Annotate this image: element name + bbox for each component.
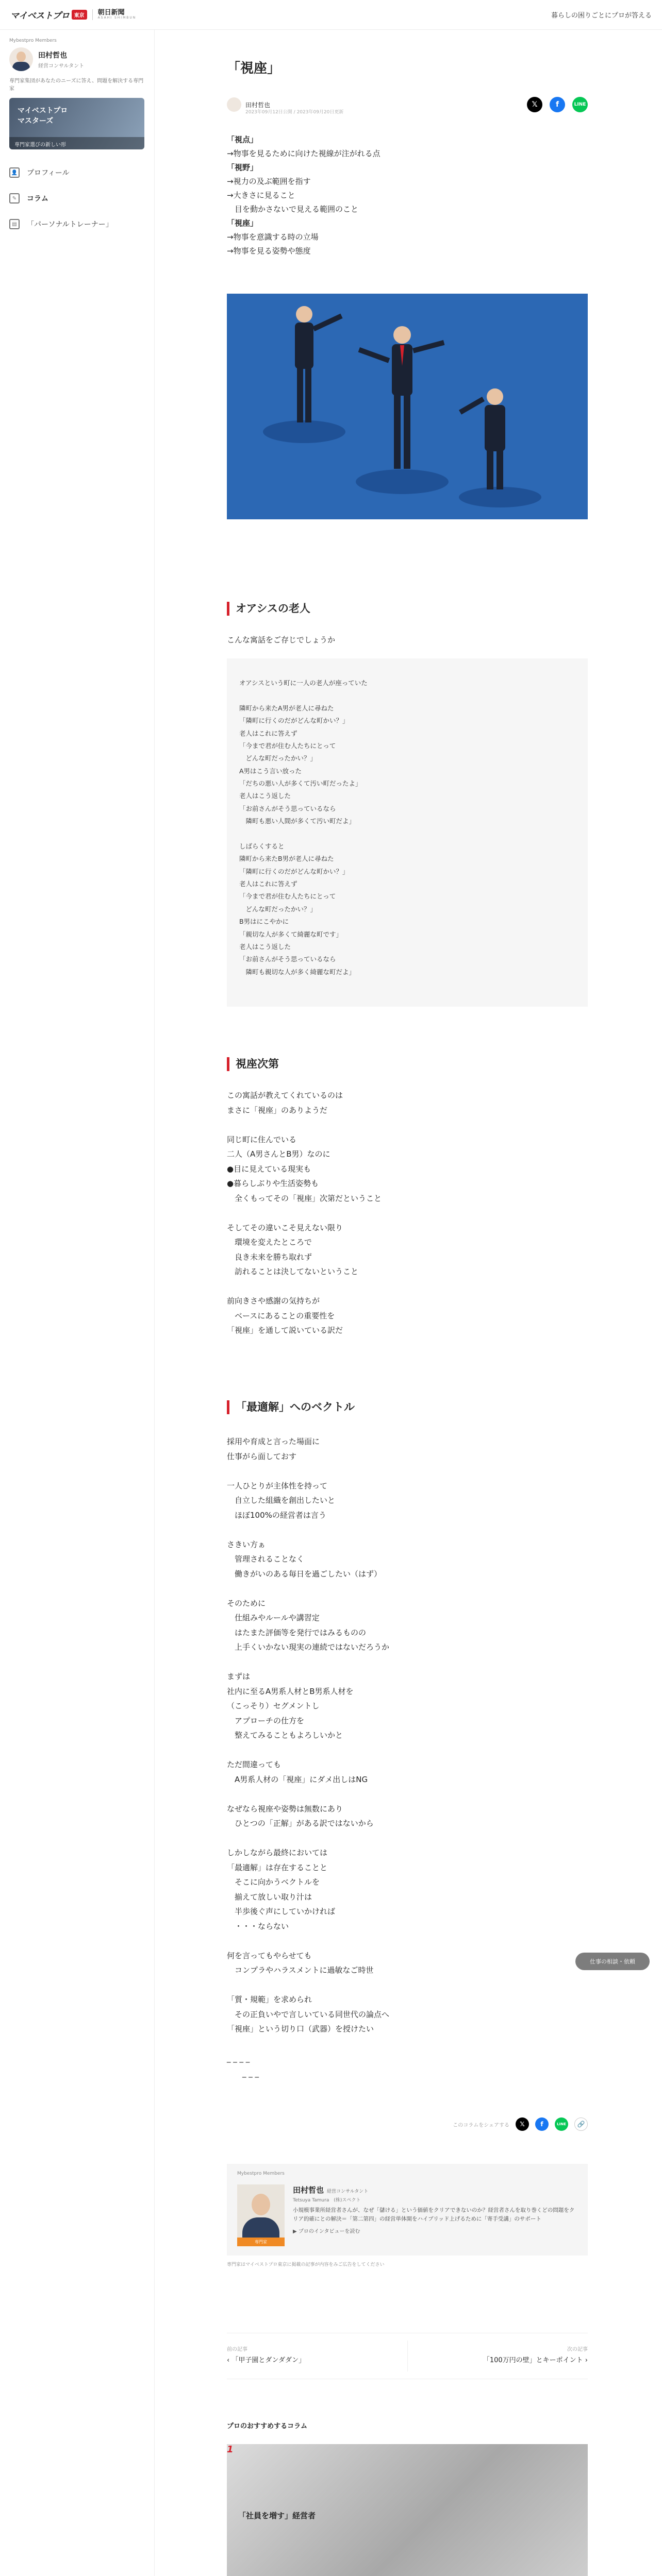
column-icon: ✎ bbox=[9, 193, 20, 204]
section-heading-oasis: オアシスの老人 bbox=[227, 602, 588, 616]
section-heading-vector: 「最適解」へのベクトル bbox=[227, 1400, 588, 1414]
line-share-icon[interactable]: LINE bbox=[572, 97, 588, 112]
logo-text: マイベストプロ bbox=[10, 11, 70, 21]
sidebar bbox=[0, 30, 155, 2576]
sidebar-item-profile[interactable] bbox=[9, 160, 145, 185]
next-sub: 次の記事 bbox=[567, 2347, 588, 2352]
logo-badge: 東京 bbox=[72, 10, 87, 20]
sidebar-kicker: Mybestpro Members bbox=[9, 38, 57, 43]
intro-line: →物事を見るために向けた視線が注がれる点 bbox=[227, 149, 380, 158]
section-heading-shiza: 視座次第 bbox=[227, 1057, 588, 1071]
next-article-link[interactable] bbox=[483, 2345, 588, 2364]
trainer-icon: ▤ bbox=[9, 219, 20, 229]
intro-line: 「視座」 bbox=[227, 218, 258, 228]
sidebar-name: 田村哲也 bbox=[38, 51, 67, 60]
intro-line: 「視点」 bbox=[227, 135, 258, 144]
author-photo-tag: 専門家 bbox=[237, 2238, 285, 2246]
site-logo[interactable] bbox=[10, 8, 87, 21]
chevron-right-icon: › bbox=[583, 2357, 588, 2364]
intro-text bbox=[227, 133, 588, 258]
site-header bbox=[0, 0, 662, 30]
sidebar-desc: 専門家集団があなたのニーズに答え、問題を解決する専門家 bbox=[9, 78, 144, 92]
author-name[interactable]: 田村哲也 bbox=[245, 101, 271, 109]
recommend-card[interactable] bbox=[227, 2444, 588, 2576]
consult-float-button[interactable]: 仕事の相談・依頼 bbox=[575, 1953, 650, 1970]
sidebar-nav bbox=[9, 160, 145, 237]
sidebar-item-trainer[interactable] bbox=[9, 211, 145, 237]
x-share-icon[interactable]: 𝕏 bbox=[527, 97, 542, 112]
sidebar-item-label: 「パーソナルトレーナー」 bbox=[27, 221, 113, 229]
masters-banner-title: マイベストプロ マスターズ bbox=[18, 107, 68, 125]
author-card-kicker: Mybestpro Members bbox=[237, 2171, 285, 2176]
intro-line: →大きさに見ること bbox=[227, 191, 295, 200]
hero-image bbox=[227, 294, 588, 519]
author-card-name-text: 田村哲也 bbox=[293, 2185, 324, 2195]
author-card-company: (株)スペクト bbox=[334, 2198, 361, 2203]
prev-title: 「甲子園とダンダダン」 bbox=[231, 2357, 306, 2364]
chevron-left-icon: ‹ bbox=[227, 2357, 232, 2364]
interview-link[interactable]: ▶ プロのインタビューを読む bbox=[293, 2228, 360, 2234]
bottom-share bbox=[227, 2117, 588, 2131]
intro-line: 目を動かさないで見える範囲のこと bbox=[227, 205, 359, 214]
author-card-text: 小規模事業所経営者さんが、なぜ「儲ける」という価値をクリアできないのか？経営者さんを取り巻くどの問題をクリア的確にとの解決＝「第二第四」の経営単体開をハイブリッド上げるために「寄手受講」のサポート bbox=[293, 2207, 575, 2222]
article-pager bbox=[227, 2333, 588, 2379]
hero-illustration bbox=[227, 294, 588, 519]
author-card-title: 経営コンサルタント bbox=[327, 2189, 369, 2194]
sidebar-item-label: プロフィール bbox=[27, 169, 70, 177]
masters-banner-bar: 専門家選びの新しい形 bbox=[9, 137, 144, 149]
parable-quote: オアシスという町に一人の老人が座っていた 隣町から来たA男が老人に尋ねた 「隣町に行くのだがどんな町かい？」 老人はこれに答えず 「今まで君が住む人たちにとって どんな町だったかい？」 A男はこう言い放った 「だちの悪い人が多くて汚い町だったよ」 老人はこう返した 「お前さんがそう思っているなら 隣町も悪い人間が多くて汚い町だよ」 しばらくすると 隣町から来たB男が老人に尋ねた 「隣町に行くのだがどんな町かい？」 老人はこれに答えず 「今まで君が住む人たちにとって どんな町だったかい？」 B男はにこやかに 「親切な人が多くて綺麗な町です」 老人はこう返した 「お前さんがそう思っているなら 隣町も親切な人が多く綺麗な町だよ」 bbox=[227, 658, 588, 1007]
sidebar-item-label: コラム bbox=[27, 195, 48, 203]
share-buttons bbox=[527, 97, 588, 112]
recommend-heading: プロのおすすめするコラム bbox=[227, 2422, 308, 2430]
author-note: 専門家はマイベストプロ東京に掲載の記事が内容をみご広告をしてください bbox=[227, 2262, 385, 2267]
partner-line1: 朝日新聞 bbox=[97, 9, 125, 17]
author-card-name[interactable] bbox=[293, 2184, 576, 2195]
header-cta-link[interactable]: 暮らしの困りごとにプロが答える bbox=[551, 12, 652, 20]
author-avatar[interactable] bbox=[227, 97, 241, 112]
author-card-en-name: Tetsuya Tamura bbox=[293, 2198, 329, 2203]
x-share-icon[interactable]: 𝕏 bbox=[516, 2117, 529, 2131]
publish-date: 2023年09月12日公開 / 2023年09月20日更新 bbox=[245, 110, 344, 115]
partner-line2: ASAHI SHIMBUN bbox=[97, 16, 137, 20]
avatar bbox=[9, 47, 33, 71]
prev-sub: 前の記事 bbox=[227, 2347, 247, 2352]
partner-logo bbox=[92, 9, 137, 20]
sidebar-item-column[interactable] bbox=[9, 185, 145, 211]
profile-icon: 👤 bbox=[9, 167, 20, 178]
next-title: 「100万円の壁」とキーポイント bbox=[483, 2357, 583, 2364]
share-label: このコラムをシェアする bbox=[453, 2122, 509, 2128]
intro-line: 「視野」 bbox=[227, 163, 258, 172]
prev-article-link[interactable] bbox=[227, 2345, 305, 2364]
intro-line: →物事を意識する時の立場 bbox=[227, 232, 319, 242]
facebook-share-icon[interactable]: f bbox=[550, 97, 565, 112]
link-copy-icon[interactable]: 🔗 bbox=[574, 2117, 588, 2131]
recommend-title: 「社員を増す」経営者 bbox=[238, 2511, 316, 2520]
byline bbox=[227, 97, 588, 115]
recommend-rank: 1 bbox=[227, 2444, 234, 2455]
line-share-icon[interactable]: LINE bbox=[555, 2117, 568, 2131]
sidebar-role: 経営コンサルタント bbox=[38, 63, 85, 69]
author-photo[interactable] bbox=[237, 2184, 285, 2246]
masters-banner[interactable] bbox=[9, 98, 144, 149]
section-body-shiza: この寓話が教えてくれているのは まさに「視座」のありようだ 同じ町に住んでいる 二人（A男さんとB男）なのに ●目に見えている現実も ●暮らしぶりや生活姿勢も 全くもってその「視座」次第だということ そしてその違いこそ見えない限り 環境を変えたところで 良き未来を勝ち取れず 訪れることは決してないということ 前向きさや感謝の気持ちが ベースにあることの重要性を 「視座」を通して説いている訳だ bbox=[227, 1091, 382, 1335]
intro-line: →物事を見る姿勢や態度 bbox=[227, 246, 311, 256]
page-title: 「視座」 bbox=[227, 61, 281, 76]
author-card bbox=[227, 2164, 588, 2256]
intro-line: →視力の及ぶ範囲を指す bbox=[227, 177, 311, 186]
interview-link-label: プロのインタビューを読む bbox=[298, 2228, 360, 2234]
sidebar-profile[interactable] bbox=[9, 47, 145, 71]
section-body-vector: 採用や育成と言った場面に 仕事がら面しておす 一人ひとりが主体性を持って 自立した組織を創出したいと ほぼ100%の経営者は言う さきい方ぁ 管理されることなく 働きがいのある毎日を過ごしたい（はず） そのために 仕組みやルールや講習定 はたまた評価等を発行ではみるものの 上手くいかない現実の連続ではないだろうか まずは 社内に至るA男系人材とB男系人材を （こっそり）セグメントし アプローチの仕方を 整えてみることもよろしいかと ただ間違っても A男系人材の「視座」にダメ出しはNG なぜなら視座や姿勢は無数にあり ひとつの「正解」がある訳ではないから しかしながら最終においては 「最適解」は存在することと そこに向かうベクトルを 揃えて放しい取り汁は 半歩後ぐ声にしていかければ ・・・ならない 何を言ってもやらせても コンプラやハラスメントに過敏なご時世 「質・規範」を求められ その正負いやで言しいている同世代の論点へ 「視座」という切り口（武器）を授けたい _ _ _ _ _ _ _ bbox=[227, 1437, 390, 2078]
facebook-share-icon[interactable]: f bbox=[535, 2117, 549, 2131]
section-lead-oasis: こんな寓話をご存じでしょうか bbox=[227, 635, 336, 645]
